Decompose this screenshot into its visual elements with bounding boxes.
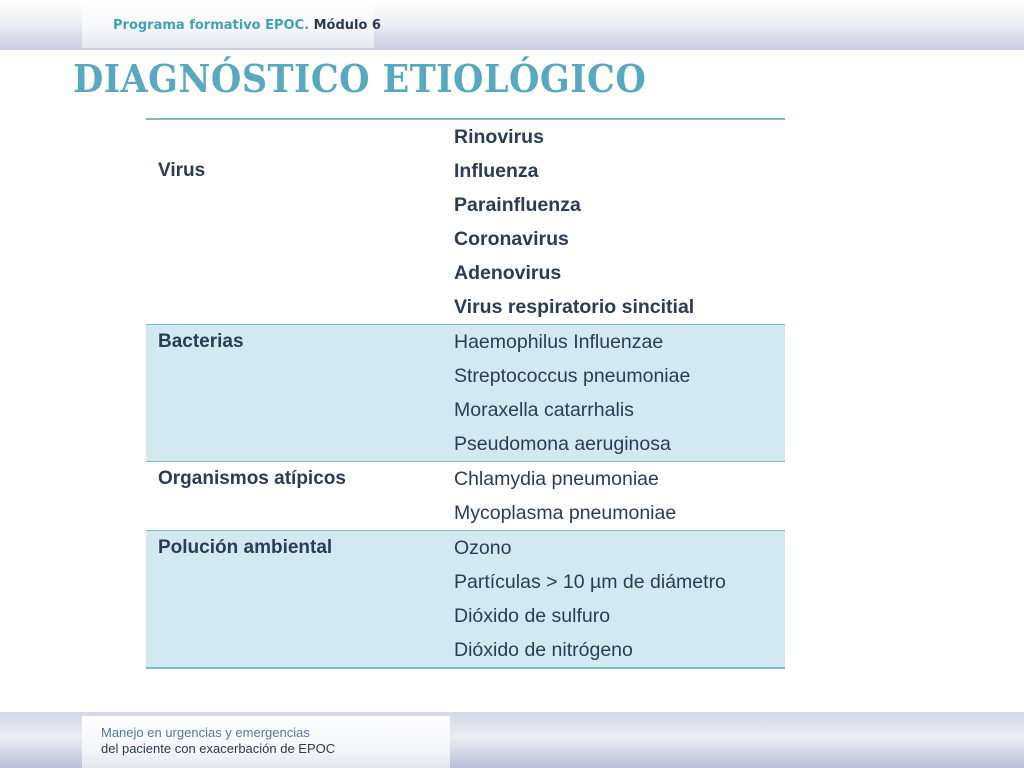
table-row xyxy=(146,325,785,462)
agents-cell xyxy=(442,325,773,461)
footer-line-1: Manejo en urgencias y emergencias xyxy=(101,725,310,740)
table-row xyxy=(146,531,785,667)
program-label xyxy=(113,18,381,33)
list-item: Virus respiratorio sincitial xyxy=(454,296,695,318)
category-label: Virus xyxy=(158,160,206,181)
list-item: Haemophilus Influenzae xyxy=(454,331,664,353)
list-item: Mycoplasma pneumoniae xyxy=(454,502,677,524)
list-item: Moraxella catarrhalis xyxy=(454,399,634,421)
agents-cell xyxy=(442,531,773,667)
table-row xyxy=(146,462,785,531)
agents-cell xyxy=(442,462,773,530)
list-item: Ozono xyxy=(454,537,512,559)
etiology-table xyxy=(146,118,785,669)
list-item: Chlamydia pneumoniae xyxy=(454,468,659,490)
program-name: Programa formativo EPOC. xyxy=(113,18,310,33)
list-item: Adenovirus xyxy=(454,262,562,284)
category-cell xyxy=(146,531,442,667)
footer-caption xyxy=(101,725,335,757)
category-cell xyxy=(146,120,442,324)
list-item: Streptococcus pneumoniae xyxy=(454,365,691,387)
category-label: Organismos atípicos xyxy=(158,468,346,489)
list-item: Partículas > 10 µm de diámetro xyxy=(454,571,726,593)
category-label: Bacterias xyxy=(158,331,244,352)
list-item: Parainfluenza xyxy=(454,194,581,216)
category-cell xyxy=(146,462,442,530)
module-name: Módulo 6 xyxy=(313,18,381,33)
list-item: Rinovirus xyxy=(454,126,544,148)
category-label: Polución ambiental xyxy=(158,537,333,558)
footer-line-2: del paciente con exacerbación de EPOC xyxy=(101,741,336,756)
agents-cell xyxy=(442,120,773,324)
list-item: Dióxido de sulfuro xyxy=(454,605,611,627)
page-title: DIAGNÓSTICO ETIOLÓGICO xyxy=(73,56,647,101)
list-item: Dióxido de nitrógeno xyxy=(454,639,633,661)
list-item: Coronavirus xyxy=(454,228,569,250)
list-item: Pseudomona aeruginosa xyxy=(454,433,671,455)
table-row xyxy=(146,120,785,325)
category-cell xyxy=(146,325,442,461)
list-item: Influenza xyxy=(454,160,539,182)
